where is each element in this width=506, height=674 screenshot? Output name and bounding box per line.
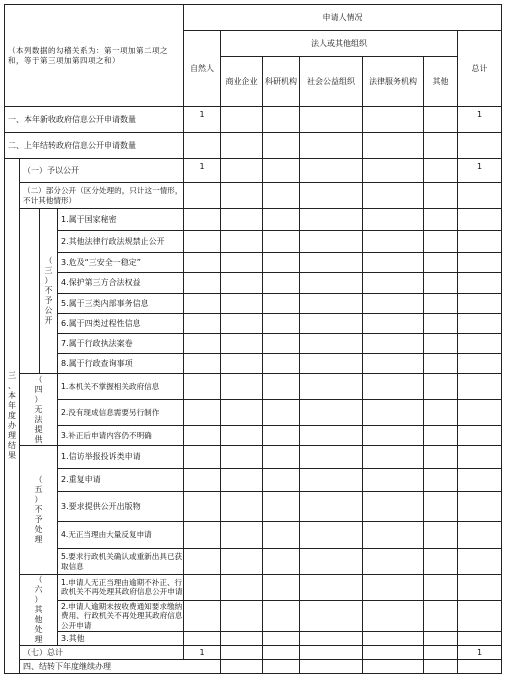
row-label-disclosed: （一）予以公开: [20, 159, 184, 183]
table-row: [5, 231, 502, 253]
row-label-other-handling: （ 六 ） 其 他 处 理: [20, 575, 58, 646]
col-header-research: 科研机构: [263, 57, 300, 107]
row-label-carry-forward: 四、结转下年度继续办理: [20, 660, 221, 674]
row-label-total: （七）总计: [20, 646, 184, 660]
cell-value: 1: [184, 107, 221, 133]
table-row: [5, 133, 502, 159]
cell-value: 1: [458, 646, 502, 660]
row-label-partial: （二）部分公开（区分处理的，只计这一情形，不计其他情形）: [20, 183, 184, 209]
table-row: [5, 522, 502, 549]
row-label-np-5: 5.要求行政机关确认或重新出具已获取信息: [58, 549, 184, 575]
total-header: 总计: [458, 31, 502, 107]
cell-value: 1: [184, 159, 221, 183]
table-row: [5, 492, 502, 522]
legal-entity-header: 法人或其他组织: [221, 31, 458, 57]
table-row: [5, 549, 502, 575]
table-row: [5, 334, 502, 354]
col-header-legal-service: 法律服务机构: [363, 57, 424, 107]
row-label-np-4: 4.无正当理由大量反复申请: [58, 522, 184, 549]
table-row: [5, 632, 502, 646]
col-header-other: 其他: [424, 57, 458, 107]
row-label-ot-1: 1.申请人无正当理由逾期不补正、行政机关不再处理其政府信息公开申请: [58, 575, 184, 601]
row-label-nd-3: 3.危及“三安全一稳定”: [58, 253, 184, 273]
table-row: [5, 183, 502, 209]
table-row: [5, 253, 502, 273]
row-label-nd-1: 1.属于国家秘密: [58, 209, 184, 231]
table-row: [5, 446, 502, 469]
table-row: [5, 107, 502, 133]
table-row: [5, 374, 502, 400]
row-label-un-2: 2.没有现成信息需要另行制作: [58, 400, 184, 426]
row-label-not-processed: （ 五 ） 不 予 处 理: [20, 446, 58, 575]
cell-value: 1: [458, 159, 502, 183]
row-label-new-requests: 一、本年新收政府信息公开申请数量: [5, 107, 184, 133]
table-row: [5, 469, 502, 492]
cell-value: 1: [458, 107, 502, 133]
row-label-nd-4: 4.保护第三方合法权益: [58, 273, 184, 294]
table-row: [5, 159, 502, 183]
col-header-business: 商业企业: [221, 57, 263, 107]
row-label-not-disclosed: （ 三 ） 不 予 公 开: [40, 209, 58, 374]
row-label-nd-2: 2.其他法律行政法规禁止公开: [58, 231, 184, 253]
table-row: [5, 354, 502, 374]
row-label-nd-8: 8.属于行政查询事项: [58, 354, 184, 374]
row-label-unable: （ 四 ） 无 法 提 供: [20, 374, 58, 446]
cell-value: 1: [184, 646, 221, 660]
row-label-un-1: 1.本机关不掌握相关政府信息: [58, 374, 184, 400]
table-row: [5, 273, 502, 294]
row-label-un-3: 3.补正后申请内容仍不明确: [58, 426, 184, 446]
application-statistics-table: [4, 4, 502, 674]
row-label-np-2: 2.重复申请: [58, 469, 184, 492]
section-3-label: 三 、 本 年 度 办 理 结 果: [5, 159, 20, 674]
row-label-nd-6: 6.属于四类过程性信息: [58, 314, 184, 334]
table-row: [5, 646, 502, 660]
col-header-public-welfare: 社会公益组织: [300, 57, 363, 107]
row-label-ot-3: 3.其他: [58, 632, 184, 646]
row-label-carried-over: 二、上年结转政府信息公开申请数量: [5, 133, 184, 159]
applicant-status-header: 申请人情况: [184, 5, 502, 31]
table-row: [5, 600, 502, 631]
table-row: [5, 294, 502, 314]
row-label-np-1: 1.信访举报投诉类申请: [58, 446, 184, 469]
header-note: （本列数据的勾稽关系为：第一项加第二项之和，等于第三项加第四项之和）: [5, 5, 184, 107]
table-row: [5, 575, 502, 601]
table-row: [5, 426, 502, 446]
row-label-nd-5: 5.属于三类内部事务信息: [58, 294, 184, 314]
table-row: [5, 660, 502, 674]
table-row: [5, 209, 502, 231]
natural-person-header: 自然人: [184, 31, 221, 107]
row-label-nd-7: 7.属于行政执法案卷: [58, 334, 184, 354]
row-label-np-3: 3.要求提供公开出版物: [58, 492, 184, 522]
table-row: [5, 400, 502, 426]
table-row: [5, 314, 502, 334]
row-label-ot-2: 2.申请人逾期未按收费通知要求缴纳费用、行政机关不再处理其政府信息公开申请: [58, 600, 184, 631]
